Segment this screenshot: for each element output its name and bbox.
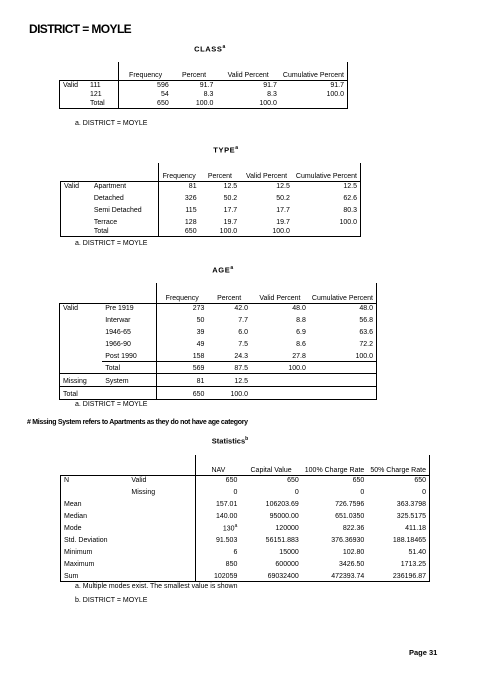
table-row (61, 533, 430, 545)
stats-header-nav: NAV (196, 455, 240, 476)
cell-charge-100: 3426.50 (339, 561, 365, 568)
row-label: Std. Deviation (61, 533, 196, 545)
cell-frequency: 115 (158, 203, 199, 215)
cell-percent: 7.7 (238, 317, 248, 324)
table-row (61, 497, 430, 509)
table-row (60, 349, 377, 361)
row-label: 111 (87, 81, 119, 91)
row-label: Median (61, 509, 196, 521)
cell-percent: 50.2 (223, 195, 238, 202)
cell-nav: 6 (196, 545, 240, 557)
cell-valid-percent: 12.5 (240, 182, 293, 192)
cell-cumulative: 100.0 (280, 90, 348, 99)
cell-percent: 12.5 (207, 374, 251, 387)
row-label: Detached (93, 195, 124, 202)
age-header-cumulative: Cumulative Percent (309, 283, 377, 304)
cell-charge-100: 102.80 (342, 549, 365, 556)
cell-percent: 6.0 (238, 329, 248, 336)
table-row (61, 215, 361, 227)
cell-nav: 102059 (196, 569, 240, 582)
table-row (61, 485, 430, 497)
cell-valid-percent: 100.0 (240, 227, 293, 237)
row-label: Total (91, 227, 159, 237)
stats-title-text: Statistics (211, 436, 246, 446)
row-label: Mean (61, 497, 196, 509)
cell-valid-percent: 50.2 (276, 195, 290, 202)
table-row (61, 545, 430, 557)
cell-charge-50: 188.18465 (367, 533, 429, 545)
cell-frequency: 273 (157, 304, 208, 314)
row-label: Post 1990 (105, 352, 137, 360)
age-footnote: a. DISTRICT = MOYLE (75, 401, 148, 408)
stats-header-charge-100: 100% Charge Rate (302, 455, 368, 476)
cell-capital-value: 15000 (279, 549, 299, 556)
cell-charge-100: 650 (302, 476, 368, 486)
cell-charge-100: 472393.74 (302, 569, 368, 582)
cell-frequency: 81 (157, 374, 208, 387)
cell-capital-value: 600000 (275, 561, 299, 568)
cell-valid-percent: 100.0 (251, 361, 309, 374)
age-total-label: Total (60, 387, 103, 400)
class-group-valid: Valid (60, 81, 87, 91)
type-title-sup: a (235, 145, 239, 151)
cell-frequency: 128 (158, 215, 199, 227)
type-title-text: TYPE (213, 145, 236, 155)
cell-frequency: 596 (119, 81, 172, 91)
cell-frequency: 81 (158, 182, 199, 192)
cell-cumulative: 100.0 (309, 349, 377, 361)
table-row (61, 227, 361, 237)
cell-cumulative (309, 361, 377, 374)
cell-cumulative: 48.0 (309, 304, 377, 314)
cell-percent: 91.7 (172, 81, 217, 91)
class-footnote: a. DISTRICT = MOYLE (75, 120, 148, 127)
cell-cumulative: 56.8 (309, 313, 377, 325)
cell-percent: 17.7 (223, 207, 238, 214)
cell-charge-50: 0 (367, 485, 429, 497)
cell-charge-100: 0 (360, 489, 365, 496)
row-label: Pre 1919 (102, 304, 156, 314)
row-label: 1966-90 (105, 341, 131, 348)
type-header-frequency: Frequency (158, 163, 199, 182)
row-label: System (102, 374, 156, 387)
cell-frequency: 650 (119, 99, 172, 109)
type-header-cumulative: Cumulative Percent (293, 163, 361, 182)
cell-charge-50: 1713.25 (367, 557, 429, 569)
cell-valid-percent: 6.9 (296, 329, 306, 336)
cell-valid-percent: 8.8 (296, 317, 306, 324)
cell-percent: 100.0 (172, 99, 217, 109)
class-header-frequency: Frequency (119, 62, 172, 81)
type-table (60, 163, 361, 237)
row-label: 121 (89, 91, 102, 98)
type-group-valid: Valid (61, 182, 91, 192)
cell-percent: 24.3 (234, 352, 248, 360)
row-label: Minimum (61, 545, 196, 557)
type-header-percent: Percent (200, 163, 241, 182)
cell-frequency: 158 (157, 349, 208, 361)
cell-cumulative: 72.2 (309, 337, 377, 349)
cell-percent: 8.3 (203, 91, 214, 98)
row-label: Total (102, 361, 156, 374)
cell-frequency: 49 (157, 337, 208, 349)
cell-nav: 91.503 (196, 533, 240, 545)
cell-charge-100: 822.36 (342, 525, 365, 532)
table-row (61, 191, 361, 203)
table-row (61, 182, 361, 192)
cell-nav: 650 (196, 476, 240, 486)
cell-percent: 87.5 (207, 361, 251, 374)
age-group-valid: Valid (60, 304, 103, 314)
class-header-percent: Percent (172, 62, 217, 81)
table-row (60, 304, 377, 314)
cell-frequency: 50 (157, 313, 208, 325)
cell-capital-value: 0 (294, 489, 299, 496)
type-table-title (166, 145, 286, 155)
cell-capital-value: 650 (240, 476, 301, 486)
cell-frequency: 39 (157, 325, 208, 337)
class-table (59, 62, 348, 109)
stats-title-sup: b (245, 436, 249, 442)
table-row (61, 509, 430, 521)
class-title-text: CLASS (194, 44, 223, 54)
cell-frequency: 569 (157, 361, 208, 374)
age-group-missing: Missing (60, 374, 103, 387)
cell-capital-value: 120000 (275, 525, 299, 532)
age-header-valid: Valid Percent (251, 283, 309, 304)
cell-valid-percent: 19.7 (276, 219, 290, 226)
cell-charge-100: 651.0350 (335, 513, 365, 520)
stats-header-capital-value: Capital Value (240, 455, 301, 476)
table-row (60, 361, 377, 374)
cell-charge-100: 376.36930 (331, 537, 365, 544)
age-title-sup: a (230, 265, 234, 271)
stats-table-title (170, 436, 290, 446)
row-label: Terrace (93, 219, 118, 226)
row-label: Interwar (105, 317, 131, 324)
stats-n-label: N (61, 476, 129, 486)
cell-charge-50: 51.40 (367, 545, 429, 557)
cell-charge-50: 236196.87 (367, 569, 429, 582)
table-row (60, 81, 348, 91)
cell-cumulative: 62.6 (293, 191, 361, 203)
row-label: Mode (61, 521, 196, 533)
table-row (61, 557, 430, 569)
cell-nav: 140.00 (196, 509, 240, 521)
cell-nav: 850 (196, 557, 240, 569)
class-header-cumulative: Cumulative Percent (280, 62, 348, 81)
table-row (61, 203, 361, 215)
cell-percent: 100.0 (207, 387, 251, 400)
type-footnote: a. DISTRICT = MOYLE (75, 240, 148, 247)
cell-capital-value: 56151.883 (265, 537, 299, 544)
class-header-valid: Valid Percent (216, 62, 279, 81)
cell-charge-50: 363.3798 (367, 497, 429, 509)
class-table-title (150, 44, 270, 54)
row-label: Sum (61, 569, 196, 582)
page-heading: DISTRICT = MOYLE (29, 22, 132, 36)
cell-percent: 7.5 (238, 341, 248, 348)
age-title-text: AGE (212, 265, 231, 275)
cell-capital-value: 106203.69 (265, 501, 299, 508)
stats-footnote-a: a. Multiple modes exist. The smallest value is shown (75, 583, 238, 590)
cell-charge-50: 325.5175 (367, 509, 429, 521)
cell-valid-percent: 8.3 (267, 91, 277, 98)
mode-nav-value: 130 (222, 525, 235, 532)
missing-system-note: # Missing System refers to Apartments as they do not have age category (27, 419, 248, 426)
cell-percent: 12.5 (200, 182, 241, 192)
cell-valid-percent: 27.8 (292, 352, 306, 360)
row-label: Apartment (91, 182, 159, 192)
type-header-valid: Valid Percent (240, 163, 293, 182)
stats-table (60, 455, 430, 582)
row-label: 1946-65 (105, 329, 131, 336)
table-row (61, 476, 430, 486)
cell-frequency: 650 (157, 387, 208, 400)
row-label: Valid (128, 476, 196, 486)
cell-charge-100: 726.7596 (335, 501, 365, 508)
cell-frequency: 326 (158, 191, 199, 203)
cell-percent: 100.0 (200, 227, 241, 237)
row-label: Maximum (61, 557, 196, 569)
row-label: Total (87, 99, 119, 109)
cell-cumulative: 12.5 (293, 182, 361, 192)
cell-nav: 157.01 (196, 497, 240, 509)
age-table-title (163, 265, 283, 275)
cell-valid-percent: 17.7 (276, 207, 290, 214)
stats-header-charge-50: 50% Charge Rate (367, 455, 429, 476)
table-row (60, 325, 377, 337)
cell-valid-percent: 100.0 (216, 99, 279, 109)
stats-footnote-b: b. DISTRICT = MOYLE (75, 597, 148, 604)
cell-percent: 42.0 (207, 304, 251, 314)
table-row (60, 99, 348, 109)
cell-nav: 0 (196, 485, 240, 497)
cell-cumulative: 80.3 (293, 203, 361, 215)
page-number: Page 31 (409, 648, 438, 657)
cell-capital-value: 69032400 (240, 569, 301, 582)
table-row (60, 337, 377, 349)
row-label: Semi Detached (93, 207, 142, 214)
age-header-frequency: Frequency (157, 283, 208, 304)
table-row (60, 374, 377, 387)
age-table (59, 283, 377, 400)
mode-nav-sup: a (234, 522, 238, 529)
cell-charge-50: 650 (367, 476, 429, 486)
cell-cumulative: 63.6 (309, 325, 377, 337)
cell-valid-percent: 91.7 (216, 81, 279, 91)
table-row (61, 569, 430, 582)
table-row (60, 387, 377, 400)
cell-percent: 19.7 (223, 219, 238, 226)
class-title-sup: a (222, 44, 226, 50)
cell-valid-percent: 48.0 (251, 304, 309, 314)
table-row (61, 521, 430, 533)
cell-cumulative (293, 227, 361, 237)
cell-cumulative (280, 99, 348, 109)
cell-frequency: 54 (119, 90, 172, 99)
age-header-percent: Percent (207, 283, 251, 304)
cell-nav (196, 521, 240, 533)
table-row (60, 313, 377, 325)
cell-cumulative: 100.0 (293, 215, 361, 227)
row-label: Missing (131, 489, 156, 496)
table-row (60, 90, 348, 99)
cell-frequency: 650 (158, 227, 199, 237)
cell-capital-value: 95000.00 (269, 513, 299, 520)
cell-valid-percent: 8.6 (296, 341, 306, 348)
cell-cumulative: 91.7 (280, 81, 348, 91)
cell-charge-50: 411.18 (367, 521, 429, 533)
